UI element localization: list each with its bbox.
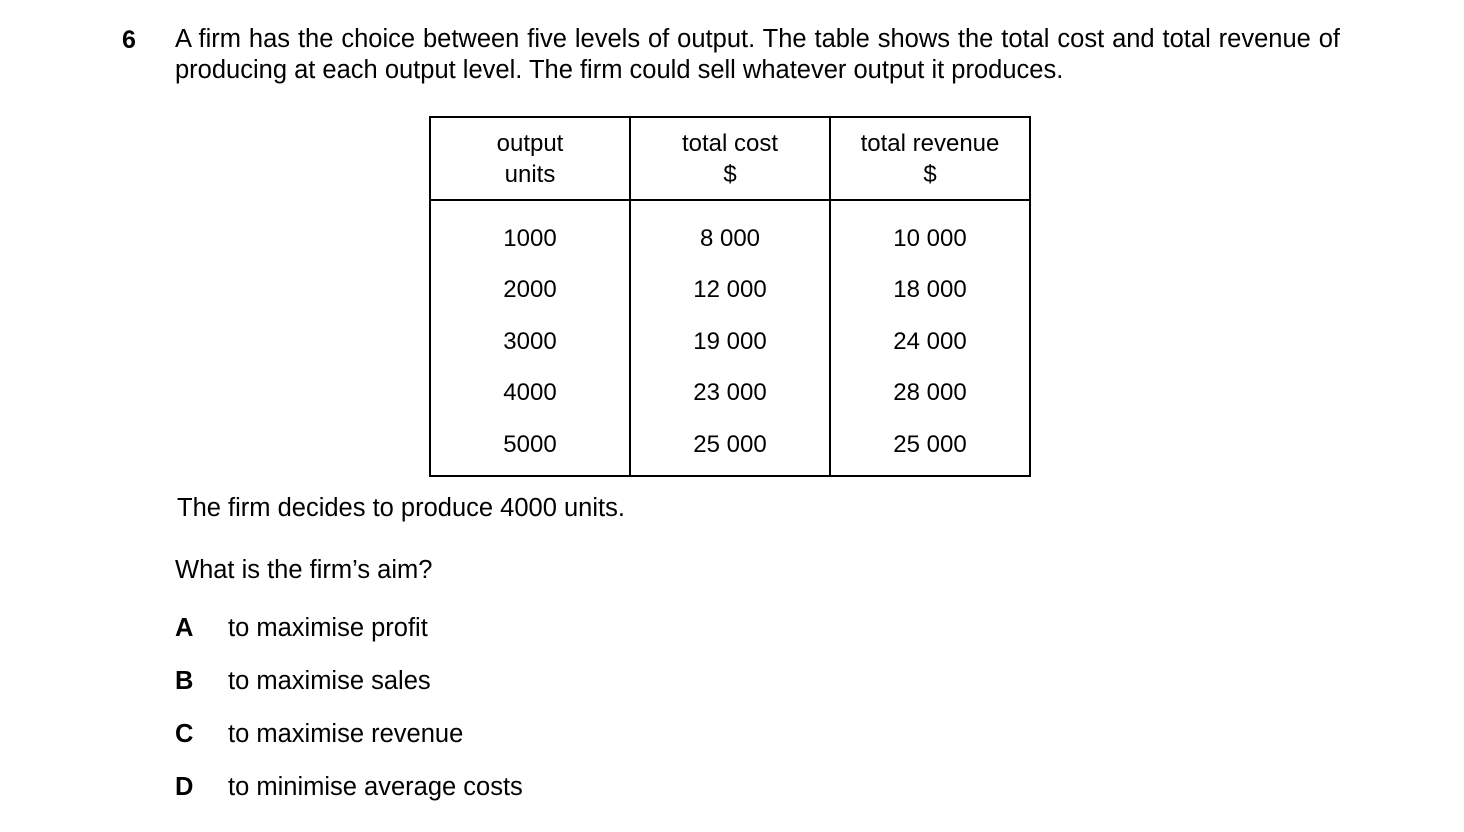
cell-total-cost: 19 000 <box>630 316 830 368</box>
table-header-row <box>430 117 1030 200</box>
header-revenue-line1: total revenue <box>860 129 1000 157</box>
table-row <box>430 316 1030 368</box>
header-total-cost <box>630 117 830 200</box>
question-stem: A firm has the choice between five levels of output. The table shows the total cost and total revenue of producing at each output level. The firm could sell whatever output it produces. <box>175 25 1340 84</box>
table-row <box>430 419 1030 476</box>
option-text: to maximise sales <box>228 667 431 695</box>
option-letter: B <box>175 667 194 695</box>
header-output-units <box>430 117 630 200</box>
header-total-revenue <box>830 117 1030 200</box>
option-d[interactable] <box>175 772 523 803</box>
cell-output: 2000 <box>430 265 630 317</box>
header-revenue-line2: $ <box>923 160 937 188</box>
question-number: 6 <box>122 26 136 54</box>
table-row <box>430 368 1030 420</box>
header-output-line1: output <box>496 129 564 157</box>
question-statement: The firm decides to produce 4000 units. <box>177 494 625 522</box>
cell-total-revenue: 28 000 <box>830 368 1030 420</box>
cell-total-cost: 8 000 <box>630 200 830 265</box>
cell-output: 1000 <box>430 200 630 265</box>
cell-total-cost: 12 000 <box>630 265 830 317</box>
cell-total-cost: 23 000 <box>630 368 830 420</box>
cell-total-revenue: 18 000 <box>830 265 1030 317</box>
option-c[interactable] <box>175 719 463 750</box>
option-a[interactable] <box>175 613 428 644</box>
table-row <box>430 200 1030 265</box>
header-cost-line2: $ <box>723 160 737 188</box>
option-text: to maximise profit <box>228 614 428 642</box>
option-letter: C <box>175 720 194 748</box>
table-row <box>430 265 1030 317</box>
cell-total-revenue: 10 000 <box>830 200 1030 265</box>
option-text: to minimise average costs <box>228 773 523 801</box>
cell-output: 3000 <box>430 316 630 368</box>
question-prompt: What is the firm’s aim? <box>175 556 433 584</box>
cell-total-revenue: 24 000 <box>830 316 1030 368</box>
header-output-line2: units <box>504 160 556 188</box>
option-b[interactable] <box>175 666 431 697</box>
header-cost-line1: total cost <box>681 129 779 157</box>
option-letter: D <box>175 773 194 801</box>
option-text: to maximise revenue <box>228 720 464 748</box>
cell-output: 4000 <box>430 368 630 420</box>
cell-total-revenue: 25 000 <box>830 419 1030 476</box>
cell-total-cost: 25 000 <box>630 419 830 476</box>
option-letter: A <box>175 614 194 642</box>
cell-output: 5000 <box>430 419 630 476</box>
cost-revenue-table <box>429 116 1031 477</box>
